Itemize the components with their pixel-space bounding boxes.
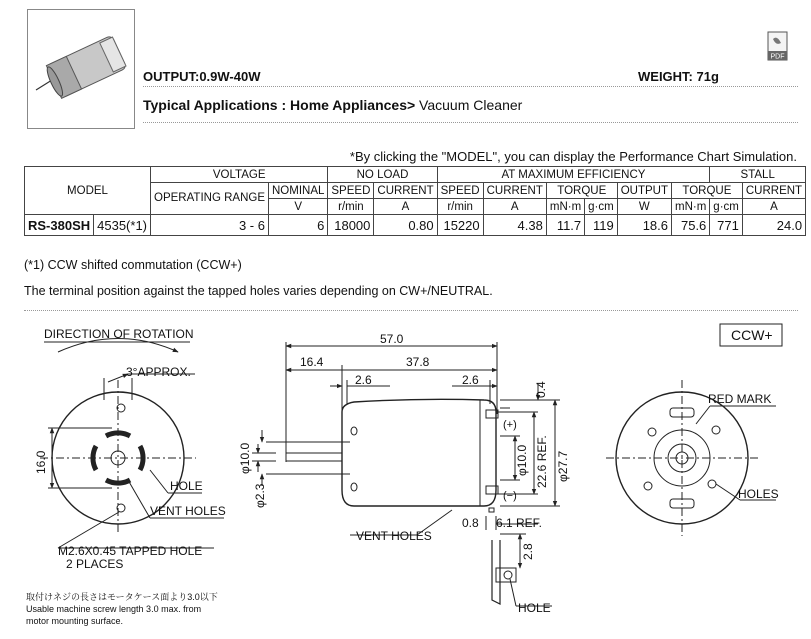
direction-label: DIRECTION OF ROTATION [44, 327, 194, 341]
col-nl-speed: SPEED [328, 183, 374, 199]
front-view-right [606, 324, 782, 536]
cell-nl-current: 0.80 [374, 215, 437, 236]
holes-right: HOLES [738, 487, 779, 501]
unit-a: A [374, 199, 437, 215]
dim-0-4: 0.4 [534, 381, 548, 398]
dim-phi10b: φ10.0 [515, 444, 529, 476]
performance-note: *By clicking the "MODEL", you can display the Performance Chart Simulation. [349, 149, 797, 164]
unit-w: W [617, 199, 671, 215]
cell-operating-range: 3 - 6 [151, 215, 269, 236]
approx-label: 3°APPROX. [126, 365, 191, 379]
cell-me-output: 18.6 [617, 215, 671, 236]
en-note-2: motor mounting surface. [26, 616, 124, 626]
unit-gcm: g·cm [585, 199, 618, 215]
minus-terminal: (−) [503, 490, 517, 502]
applications-prefix: Typical Applications : [143, 97, 287, 113]
cell-st-current: 24.0 [742, 215, 805, 236]
motor-thumbnail [27, 9, 135, 129]
col-st-torque: TORQUE [672, 183, 743, 199]
dim-37-8: 37.8 [406, 355, 430, 369]
dim-16: 16.0 [34, 450, 48, 474]
cell-me-current: 4.38 [483, 215, 546, 236]
col-me-speed: SPEED [437, 183, 483, 199]
col-me-output: OUTPUT [617, 183, 671, 199]
pdf-icon[interactable] [767, 31, 788, 61]
dim-2-8: 2.8 [521, 543, 535, 560]
unit-gcm: g·cm [710, 199, 743, 215]
col-me-torque: TORQUE [546, 183, 617, 199]
divider [24, 310, 798, 311]
dim-22-6: 22.6 REF. [535, 435, 549, 488]
applications-item: Vacuum Cleaner [415, 97, 523, 113]
col-st-current: CURRENT [742, 183, 805, 199]
col-model: MODEL [25, 167, 151, 215]
cell-st-torque-mnm: 75.6 [672, 215, 710, 236]
technical-drawing [0, 315, 811, 639]
unit-rmin: r/min [437, 199, 483, 215]
two-places-label: 2 PLACES [66, 557, 124, 571]
col-nominal: NOMINAL [268, 183, 327, 199]
dim-2-6a: 2.6 [355, 373, 372, 387]
table-row [25, 215, 806, 236]
output-label: OUTPUT:0.9W-40W [143, 69, 261, 84]
side-view [252, 342, 560, 606]
cell-nl-speed: 18000 [328, 215, 374, 236]
unit-a: A [742, 199, 805, 215]
dim-57: 57.0 [380, 332, 404, 346]
cell-st-torque-gcm: 771 [710, 215, 743, 236]
unit-rmin: r/min [328, 199, 374, 215]
ccw-box: CCW+ [731, 327, 773, 343]
applications-row [143, 97, 798, 123]
plus-terminal: (+) [503, 419, 517, 431]
unit-v: V [268, 199, 327, 215]
applications-category[interactable]: Home Appliances> [290, 97, 416, 113]
col-voltage: VOLTAGE [151, 167, 328, 183]
en-note-1: Usable machine screw length 3.0 max. from [26, 604, 202, 614]
vent-holes-left: VENT HOLES [150, 504, 226, 518]
col-stall: STALL [710, 167, 806, 183]
col-me-current: CURRENT [483, 183, 546, 199]
dim-6-1: 6.1 REF. [496, 516, 543, 530]
spec-table [24, 166, 806, 236]
cell-me-torque-mnm: 11.7 [546, 215, 584, 236]
col-no-load: NO LOAD [328, 167, 437, 183]
weight-label: WEIGHT: 71g [638, 69, 719, 84]
cell-me-speed: 15220 [437, 215, 483, 236]
col-max-eff: AT MAXIMUM EFFICIENCY [437, 167, 710, 183]
vent-holes-mid: VENT HOLES [356, 529, 432, 543]
model-link[interactable]: RS-380SH [25, 215, 94, 236]
cell-me-torque-gcm: 119 [585, 215, 618, 236]
col-nl-current: CURRENT [374, 183, 437, 199]
dim-16-4: 16.4 [300, 355, 324, 369]
footnote-terminal: The terminal position against the tapped holes varies depending on CW+/NEUTRAL. [24, 284, 493, 298]
dim-phi2-3: φ2.3 [253, 483, 267, 508]
hole-label-mid: HOLE [518, 601, 551, 615]
hole-label: HOLE [170, 479, 203, 493]
unit-mnm: mN·m [672, 199, 710, 215]
svg-text:PDF: PDF [770, 53, 785, 61]
model-variant: 4535(*1) [94, 215, 151, 236]
col-operating-range: OPERATING RANGE [151, 183, 269, 215]
unit-a: A [483, 199, 546, 215]
red-mark-label: RED MARK [708, 392, 772, 406]
footnote-ccw: (*1) CCW shifted commutation (CCW+) [24, 258, 242, 272]
unit-mnm: mN·m [546, 199, 584, 215]
tapped-hole-label: M2.6X0.45 TAPPED HOLE [58, 544, 203, 558]
dim-2-6b: 2.6 [462, 373, 479, 387]
jp-note: 取付けネジの長さはモータケース面より3.0以下 [26, 592, 218, 602]
dim-phi27-7: φ27.7 [556, 450, 570, 482]
dim-phi10: φ10.0 [238, 442, 252, 474]
dim-0-8: 0.8 [462, 516, 479, 530]
cell-nominal: 6 [268, 215, 327, 236]
